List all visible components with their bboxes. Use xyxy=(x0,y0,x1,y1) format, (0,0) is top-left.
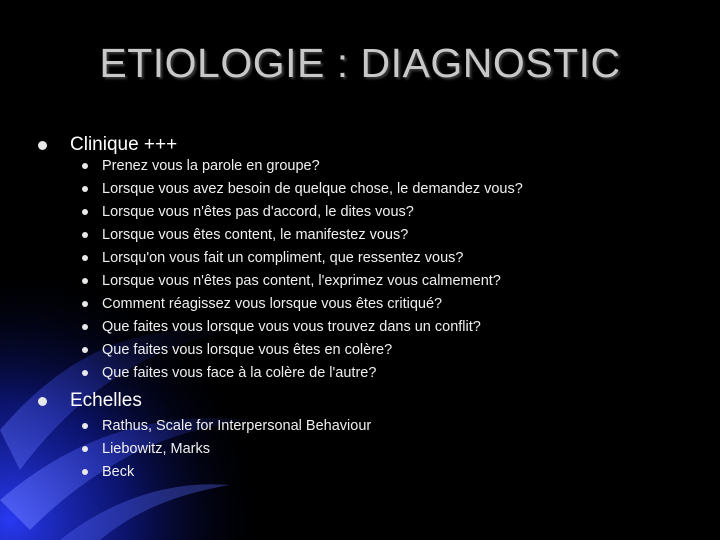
bullet-icon xyxy=(82,232,88,238)
list-item-text: Lorsque vous n'êtes pas d'accord, le dites vous? xyxy=(102,204,414,220)
list-item-text: Comment réagissez vous lorsque vous êtes critiqué? xyxy=(102,296,443,312)
list-item-text: Lorsqu'on vous fait un compliment, que ressentez vous? xyxy=(102,250,464,266)
bullet-icon xyxy=(38,397,47,406)
list-item-text: Prenez vous la parole en groupe? xyxy=(102,158,320,174)
list-item xyxy=(82,155,320,177)
bullet-icon xyxy=(82,446,88,452)
bullet-icon xyxy=(82,469,88,475)
bullet-icon xyxy=(82,209,88,215)
bullet-icon xyxy=(82,324,88,330)
section-echelles xyxy=(38,388,142,414)
list-item-text: Lorsque vous êtes content, le manifestez vous? xyxy=(102,227,409,243)
bullet-icon xyxy=(82,347,88,353)
bullet-icon xyxy=(82,423,88,429)
list-item-text: Beck xyxy=(102,464,135,480)
bullet-icon xyxy=(38,141,47,150)
list-item-text: Lorsque vous avez besoin de quelque chose, le demandez vous? xyxy=(102,181,523,197)
bullet-icon xyxy=(82,301,88,307)
slide-title: ETIOLOGIE : DIAGNOSTIC xyxy=(99,40,621,86)
list-item xyxy=(82,339,392,361)
list-item-text: Rathus, Scale for Interpersonal Behaviour xyxy=(102,418,372,434)
list-item xyxy=(82,415,371,437)
bullet-icon xyxy=(82,186,88,192)
list-item xyxy=(82,270,501,292)
bullet-icon xyxy=(82,163,88,169)
section-label: Echelles xyxy=(70,390,142,411)
bullet-icon xyxy=(82,278,88,284)
list-item xyxy=(82,461,134,483)
bullet-icon xyxy=(82,370,88,376)
list-item-text: Liebowitz, Marks xyxy=(102,441,210,457)
list-item xyxy=(82,224,408,246)
list-item-text: Lorsque vous n'êtes pas content, l'exprimez vous calmement? xyxy=(102,273,501,289)
list-item xyxy=(82,438,210,460)
bullet-icon xyxy=(82,255,88,261)
list-item-text: Que faites vous face à la colère de l'autre? xyxy=(102,365,377,381)
list-item-text: Que faites vous lorsque vous êtes en colère? xyxy=(102,342,393,358)
list-item xyxy=(82,316,481,338)
section-label: Clinique +++ xyxy=(70,134,178,155)
list-item-text: Que faites vous lorsque vous vous trouvez dans un conflit? xyxy=(102,319,481,335)
list-item xyxy=(82,178,523,200)
list-item xyxy=(82,293,442,315)
list-item xyxy=(82,201,414,223)
list-item xyxy=(82,247,463,269)
list-item xyxy=(82,362,376,384)
